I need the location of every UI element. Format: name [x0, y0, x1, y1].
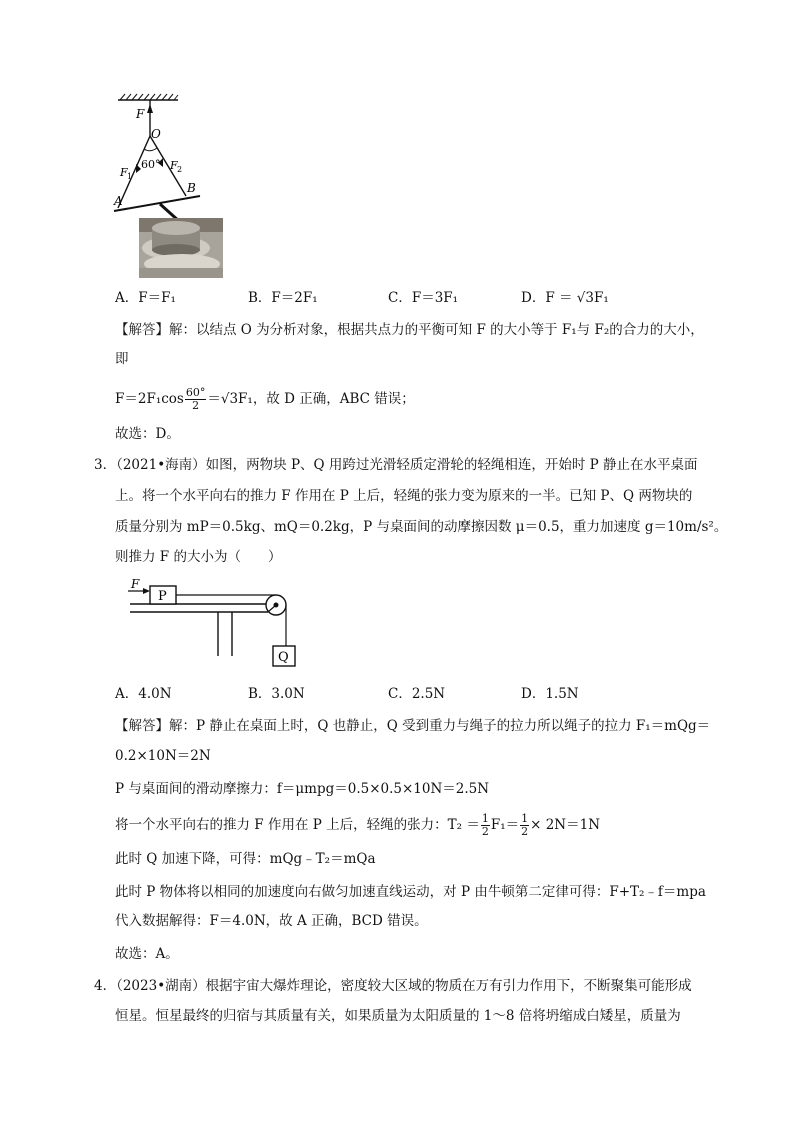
block-p-label: P	[158, 589, 167, 604]
q3-stem-line-1: 3．（2021•海南）如图，两物块 P、Q 用跨过光滑轻质定滑轮的轻绳相连，开始时 P 静止在水平桌面	[94, 457, 698, 473]
q2-option-d: D．F ＝ √3F₁	[521, 290, 609, 306]
q3-frac1-den: 2	[481, 825, 489, 838]
q3-stem-line-2: 上。将一个水平向右的推力 F 作用在 P 上后，轻绳的张力变为原来的一半。已知 P、Q 两物块的	[115, 488, 693, 504]
q2-option-a: A．F＝F₁	[115, 290, 176, 306]
label-angle: 60°	[141, 158, 161, 171]
angle-arc	[144, 148, 157, 151]
q3-option-a: A．4.0N	[115, 686, 172, 702]
q2-answer-formula	[115, 382, 415, 416]
q3-l4-mid: F₁＝	[490, 817, 520, 833]
q2-answer-choice: 故选：D。	[115, 426, 180, 442]
q4-stem-line-1: 4．（2023•湖南）根据宇宙大爆炸理论，密度较大区域的物质在万有引力作用下，不断聚集可能形成	[94, 978, 692, 994]
q2-option-c: C．F＝3F₁	[388, 290, 459, 306]
suspension-bar	[114, 196, 200, 211]
q3-answer-line-2: 0.2×10N＝2N	[115, 748, 211, 764]
label-f2: F	[170, 159, 178, 172]
q3-frac1-num: 1	[481, 812, 489, 825]
label-a: A	[114, 194, 123, 208]
label-f: F	[136, 107, 145, 121]
q3-answer-line-6: 此时 P 物体将以相同的加速度向右做匀加速直线运动，对 P 由牛顿第二定律可得：F+T₂﹣f＝mpa	[115, 884, 706, 900]
q2-answer-line-2: 即	[115, 351, 129, 367]
q3-answer-line-4	[115, 810, 600, 840]
q2-formula-post: ＝√3F₁，故 D 正确，ABC 错误；	[207, 391, 415, 407]
q3-answer-line-1: 【解答】解：P 静止在桌面上时，Q 也静止，Q 受到重力与绳子的拉力所以绳子的拉力 F₁＝mQg＝	[115, 718, 711, 734]
label-b: B	[187, 181, 196, 195]
label-f2-sub: 2	[177, 165, 183, 174]
label-f1: F	[120, 166, 128, 179]
q3-answer-line-7: 代入数据解得：F＝4.0N，故 A 正确，BCD 错误。	[115, 913, 428, 929]
q3-answer-line-3: P 与桌面间的滑动摩擦力：f＝μmpg＝0.5×0.5×10N＝2.5N	[115, 781, 490, 797]
q3-stem-line-3: 质量分别为 mP＝0.5kg、mQ＝0.2kg，P 与桌面间的动摩擦因数 μ＝0.5，重力加速度 g＝10m/s²。	[115, 519, 728, 535]
q2-answer-line-1: 【解答】解：以结点 O 为分析对象，根据共点力的平衡可知 F 的大小等于 F₁与 F₂的合力的大小，	[115, 322, 704, 338]
pulley-table-diagram	[126, 576, 306, 672]
ceiling-hatch	[120, 94, 178, 100]
q2-formula-fraction	[185, 387, 207, 412]
label-o: O	[151, 127, 161, 141]
millstone-photo	[139, 218, 223, 278]
q3-l4-post: × 2N＝1N	[530, 817, 601, 833]
q3-option-b: B．3.0N	[248, 686, 305, 702]
q3-l4-frac-1	[481, 813, 490, 838]
q2-formula-pre: F＝2F₁cos	[115, 391, 184, 407]
q2-frac-den: 2	[192, 399, 200, 412]
q3-frac2-num: 1	[521, 812, 529, 825]
q3-option-d: D．1.5N	[521, 686, 579, 702]
q3-option-c: C．2.5N	[388, 686, 446, 702]
millstone-force-diagram	[100, 92, 230, 284]
q3-answer-line-5: 此时 Q 加速下降，可得：mQg﹣T₂＝mQa	[115, 851, 376, 867]
force-f-arrowhead	[147, 104, 153, 113]
q3-answer-choice: 故选：A。	[115, 946, 179, 962]
force-f-label: F	[131, 577, 140, 591]
q4-stem-line-2: 恒星。恒星最终的归宿与其质量有关，如果质量为太阳质量的 1～8 倍将坍缩成白矮星，质量为	[115, 1008, 681, 1024]
q3-frac2-den: 2	[521, 825, 529, 838]
q3-l4-pre: 将一个水平向右的推力 F 作用在 P 上后，轻绳的张力：T₂ ＝	[115, 817, 480, 833]
q2-option-b: B．F＝2F₁	[248, 290, 318, 306]
q3-l4-frac-2	[520, 813, 529, 838]
q2-frac-num: 60°	[185, 386, 206, 399]
q3-stem-line-4: 则推力 F 的大小为（ ）	[115, 549, 282, 565]
block-q-label: Q	[278, 650, 289, 665]
force-f-arrow	[143, 588, 150, 594]
label-f1-sub: 1	[127, 172, 133, 181]
